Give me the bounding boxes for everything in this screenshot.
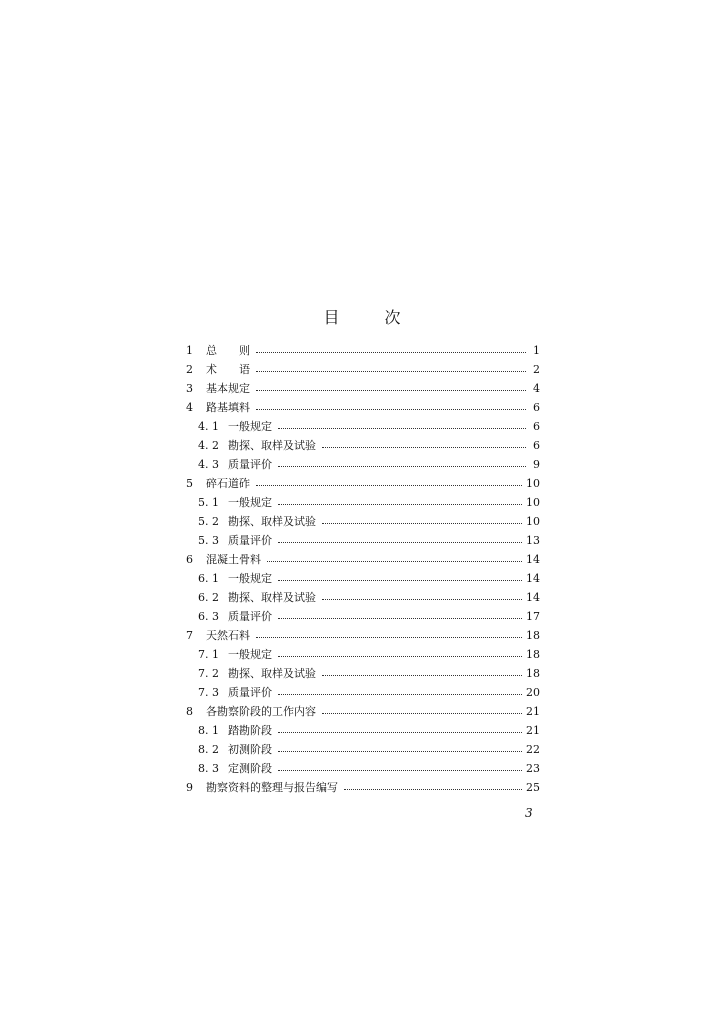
toc-leader-dots	[256, 399, 526, 410]
toc-entry[interactable]	[186, 778, 540, 797]
toc-entry-title: 勘察资料的整理与报告编写	[206, 781, 338, 794]
toc-entry-title: 质量评价	[228, 534, 272, 547]
toc-entry[interactable]	[186, 588, 540, 607]
toc-entry-title: 术 语	[206, 363, 250, 376]
toc-leader-dots	[278, 456, 526, 467]
toc-entry[interactable]	[186, 645, 540, 664]
toc-entry-number: 4. 3	[198, 458, 219, 471]
toc-entry-number: 7. 1	[198, 648, 219, 661]
toc-leader-dots	[278, 570, 522, 581]
toc-entry-number: 4. 1	[198, 420, 219, 433]
page-title	[0, 305, 724, 328]
toc-entry-number: 6. 1	[198, 572, 219, 585]
toc-entry-title: 质量评价	[228, 458, 272, 471]
toc-entry-page: 10	[526, 496, 540, 509]
toc-entry-number: 5	[186, 477, 193, 490]
toc-entry-title: 勘探、取样及试验	[228, 439, 316, 452]
toc-leader-dots	[256, 342, 526, 353]
toc-entry-number: 4. 2	[198, 439, 219, 452]
toc-entry-title: 天然石料	[206, 629, 250, 642]
toc-entry[interactable]	[186, 607, 540, 626]
toc-entry-page: 23	[526, 762, 540, 775]
toc-entry-number: 7. 3	[198, 686, 219, 699]
toc-entry-page: 6	[533, 420, 540, 433]
toc-entry[interactable]	[186, 531, 540, 550]
toc-entry-page: 21	[526, 705, 540, 718]
toc-leader-dots	[322, 589, 522, 600]
toc-entry-number: 8	[186, 705, 193, 718]
toc-entry-title: 质量评价	[228, 686, 272, 699]
toc-entry-title: 勘探、取样及试验	[228, 667, 316, 680]
toc-leader-dots	[256, 361, 526, 372]
toc-entry-page: 20	[526, 686, 540, 699]
toc-entry[interactable]	[186, 436, 540, 455]
toc-entry[interactable]	[186, 493, 540, 512]
toc-entry-number: 7. 2	[198, 667, 219, 680]
toc-entry-page: 14	[526, 591, 540, 604]
toc-entry[interactable]	[186, 417, 540, 436]
toc-leader-dots	[256, 475, 522, 486]
toc-leader-dots	[256, 627, 522, 638]
toc-entry[interactable]	[186, 474, 540, 493]
toc-entry-page: 14	[526, 553, 540, 566]
toc-entry[interactable]	[186, 379, 540, 398]
toc-entry-title: 混凝土骨料	[206, 553, 261, 566]
toc-entry-page: 17	[526, 610, 540, 623]
toc-entry-title: 踏勘阶段	[228, 724, 272, 737]
toc-entry-page: 1	[533, 344, 540, 357]
toc-entry-title: 碎石道砟	[206, 477, 250, 490]
toc-entry[interactable]	[186, 360, 540, 379]
title-char-2: 次	[384, 308, 401, 327]
toc-entry-title: 一般规定	[228, 420, 272, 433]
toc-leader-dots	[278, 760, 522, 771]
toc-leader-dots	[256, 380, 526, 391]
toc-entry-number: 3	[186, 382, 193, 395]
toc-entry-page: 10	[526, 515, 540, 528]
toc-entry-number: 8. 3	[198, 762, 219, 775]
toc-entry-title: 质量评价	[228, 610, 272, 623]
toc-entry-number: 6. 2	[198, 591, 219, 604]
toc-entry-title: 各勘察阶段的工作内容	[206, 705, 316, 718]
toc-entry-title: 基本规定	[206, 382, 250, 395]
toc-entry-number: 4	[186, 401, 193, 414]
toc-entry-number: 5. 2	[198, 515, 219, 528]
toc-entry-title: 一般规定	[228, 572, 272, 585]
toc-entry-page: 18	[526, 648, 540, 661]
toc-entry-number: 1	[186, 344, 193, 357]
toc-entry-page: 13	[526, 534, 540, 547]
toc-entry-page: 6	[533, 401, 540, 414]
toc-entry-title: 路基填料	[206, 401, 250, 414]
toc-entry-page: 25	[526, 781, 540, 794]
toc-entry-number: 2	[186, 363, 193, 376]
title-char-1: 目	[323, 308, 340, 327]
toc-leader-dots	[278, 741, 522, 752]
toc-entry-page: 9	[533, 458, 540, 471]
toc-entry-page: 6	[533, 439, 540, 452]
toc-leader-dots	[278, 608, 522, 619]
table-of-contents	[186, 341, 540, 797]
toc-entry-number: 5. 3	[198, 534, 219, 547]
toc-entry[interactable]	[186, 455, 540, 474]
toc-entry-page: 18	[526, 629, 540, 642]
toc-leader-dots	[278, 646, 522, 657]
toc-entry-page: 14	[526, 572, 540, 585]
toc-entry[interactable]	[186, 740, 540, 759]
toc-entry-number: 6. 3	[198, 610, 219, 623]
toc-entry-title: 勘探、取样及试验	[228, 515, 316, 528]
toc-entry-page: 10	[526, 477, 540, 490]
toc-leader-dots	[267, 551, 522, 562]
toc-entry[interactable]	[186, 721, 540, 740]
toc-leader-dots	[322, 513, 522, 524]
toc-entry-page: 22	[526, 743, 540, 756]
toc-entry[interactable]	[186, 512, 540, 531]
toc-leader-dots	[322, 703, 522, 714]
toc-leader-dots	[344, 779, 522, 790]
toc-entry-page: 2	[533, 363, 540, 376]
toc-entry-number: 9	[186, 781, 193, 794]
toc-entry-title: 一般规定	[228, 648, 272, 661]
toc-entry-number: 8. 1	[198, 724, 219, 737]
toc-leader-dots	[322, 437, 526, 448]
toc-entry[interactable]	[186, 398, 540, 417]
toc-leader-dots	[322, 665, 522, 676]
toc-entry[interactable]	[186, 626, 540, 645]
toc-entry-number: 6	[186, 553, 193, 566]
toc-entry-page: 18	[526, 667, 540, 680]
toc-leader-dots	[278, 722, 522, 733]
toc-entry-number: 5. 1	[198, 496, 219, 509]
toc-entry-title: 定测阶段	[228, 762, 272, 775]
toc-entry-title: 总 则	[206, 344, 250, 357]
toc-leader-dots	[278, 494, 522, 505]
toc-entry[interactable]	[186, 550, 540, 569]
toc-leader-dots	[278, 418, 526, 429]
page-number: 3	[525, 806, 533, 820]
toc-entry-title: 勘探、取样及试验	[228, 591, 316, 604]
toc-leader-dots	[278, 684, 522, 695]
toc-entry-title: 一般规定	[228, 496, 272, 509]
toc-entry[interactable]	[186, 759, 540, 778]
toc-entry-page: 4	[533, 382, 540, 395]
toc-entry-page: 21	[526, 724, 540, 737]
toc-entry-number: 7	[186, 629, 193, 642]
toc-entry[interactable]	[186, 702, 540, 721]
toc-entry[interactable]	[186, 683, 540, 702]
toc-entry-number: 8. 2	[198, 743, 219, 756]
toc-entry[interactable]	[186, 569, 540, 588]
toc-entry[interactable]	[186, 341, 540, 360]
toc-leader-dots	[278, 532, 522, 543]
toc-entry[interactable]	[186, 664, 540, 683]
toc-entry-title: 初测阶段	[228, 743, 272, 756]
